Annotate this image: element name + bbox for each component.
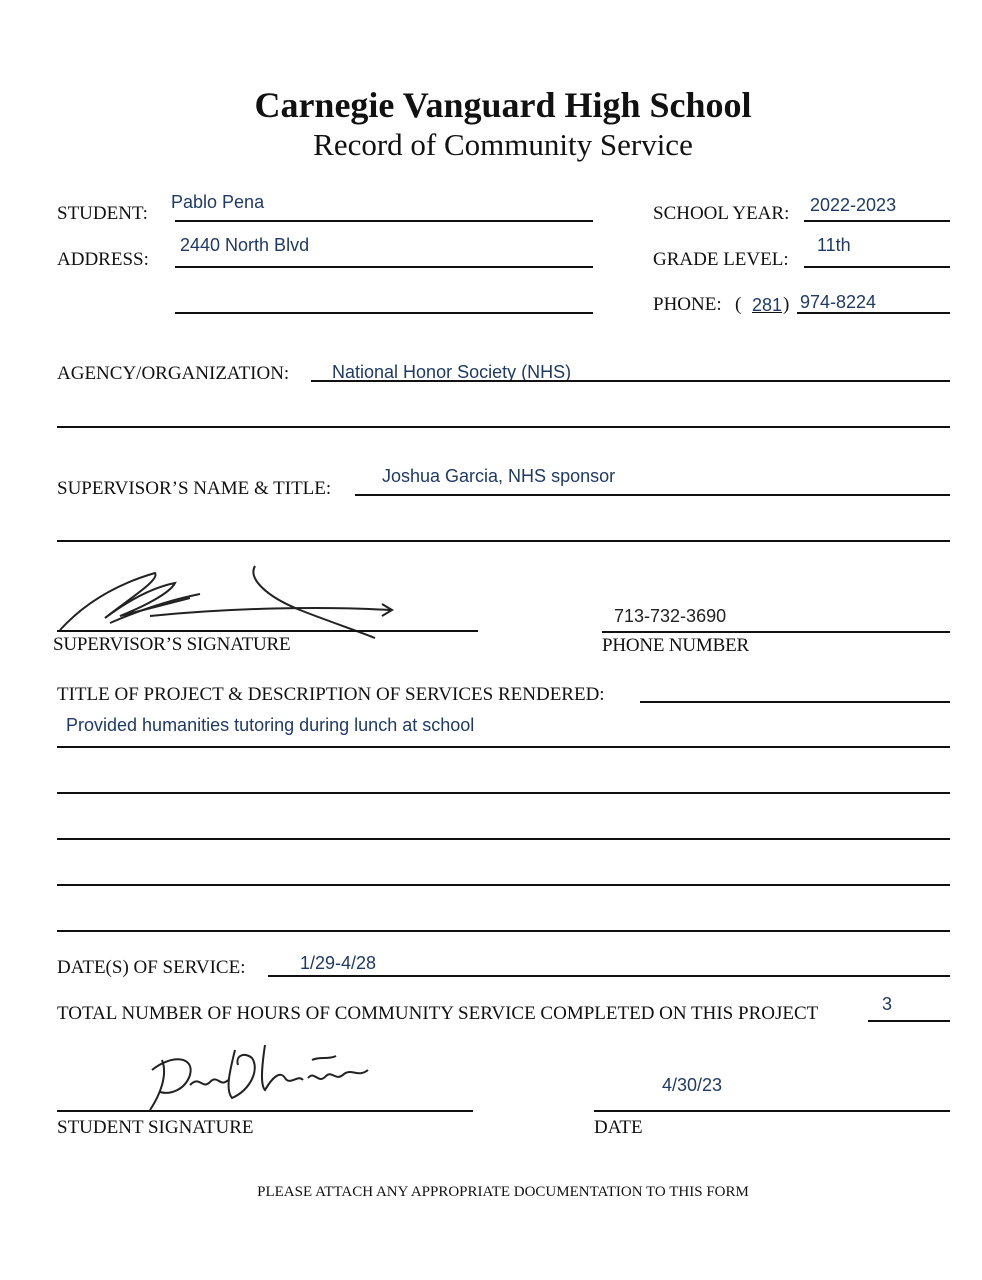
- student-name-value[interactable]: Pablo Pena: [171, 192, 265, 212]
- project-description-line-1: [57, 746, 950, 748]
- school-year-value[interactable]: 2022-2023: [810, 195, 897, 215]
- school-year-line: [804, 220, 950, 222]
- agency-line: [311, 380, 950, 382]
- phone-label: PHONE:: [653, 294, 722, 315]
- footer-note: PLEASE ATTACH ANY APPROPRIATE DOCUMENTATION TO THIS FORM: [257, 1184, 749, 1200]
- project-description-line-4: [57, 884, 950, 886]
- phone-close-paren: ): [783, 294, 790, 315]
- school-name: Carnegie Vanguard High School: [254, 85, 752, 125]
- supervisor-name-value[interactable]: Joshua Garcia, NHS sponsor: [382, 466, 616, 486]
- supervisor-phone-line: [602, 631, 950, 633]
- supervisor-name-label: SUPERVISOR’S NAME & TITLE:: [57, 478, 332, 499]
- hours-label: TOTAL NUMBER OF HOURS OF COMMUNITY SERVICE COMPLETED ON THIS PROJECT: [57, 1003, 819, 1024]
- dates-value[interactable]: 1/29-4/28: [300, 953, 377, 973]
- supervisor-signature-label: SUPERVISOR’S SIGNATURE: [53, 634, 291, 655]
- supervisor-phone-label: PHONE NUMBER: [602, 635, 749, 656]
- project-label: TITLE OF PROJECT & DESCRIPTION OF SERVICES RENDERED:: [57, 684, 605, 705]
- address-label: ADDRESS:: [57, 249, 149, 270]
- school-year-label: SCHOOL YEAR:: [653, 203, 790, 224]
- hours-value[interactable]: 3: [882, 994, 893, 1014]
- supervisor-name-line-2: [57, 540, 950, 542]
- agency-line-2: [57, 426, 950, 428]
- grade-level-value[interactable]: 11th: [817, 235, 851, 255]
- form-title: Record of Community Service: [313, 127, 693, 162]
- project-description-line-3: [57, 838, 950, 840]
- dates-line: [268, 975, 950, 977]
- phone-number-line: [797, 312, 950, 314]
- agency-value[interactable]: National Honor Society (NHS): [332, 362, 572, 382]
- supervisor-name-line: [355, 494, 950, 496]
- supervisor-signature-line: [57, 630, 478, 632]
- student-signature-label: STUDENT SIGNATURE: [57, 1117, 254, 1138]
- address-line1-value[interactable]: 2440 North Blvd: [180, 235, 310, 255]
- date-line: [594, 1110, 950, 1112]
- student-signature-line: [57, 1110, 473, 1112]
- phone-number-value[interactable]: 974-8224: [800, 292, 877, 312]
- phone-open-paren: (: [735, 294, 742, 315]
- address-line1-line: [175, 266, 593, 268]
- grade-level-line: [804, 266, 950, 268]
- address-line2-line: [175, 312, 593, 314]
- supervisor-phone-value[interactable]: 713-732-3690: [614, 606, 727, 626]
- project-description-value[interactable]: Provided humanities tutoring during lunch at school: [66, 715, 475, 735]
- agency-label: AGENCY/ORGANIZATION:: [57, 363, 290, 384]
- hours-line: [868, 1020, 950, 1022]
- grade-level-label: GRADE LEVEL:: [653, 249, 789, 270]
- student-name-line: [175, 220, 593, 222]
- phone-area-code-value[interactable]: 281: [752, 295, 783, 315]
- student-label: STUDENT:: [57, 203, 148, 224]
- project-description-line-2: [57, 792, 950, 794]
- student-signature-image: [140, 1030, 380, 1120]
- project-description-line-5: [57, 930, 950, 932]
- date-label: DATE: [594, 1117, 643, 1138]
- project-title-line: [640, 701, 950, 703]
- date-value[interactable]: 4/30/23: [662, 1075, 723, 1095]
- dates-label: DATE(S) OF SERVICE:: [57, 957, 246, 978]
